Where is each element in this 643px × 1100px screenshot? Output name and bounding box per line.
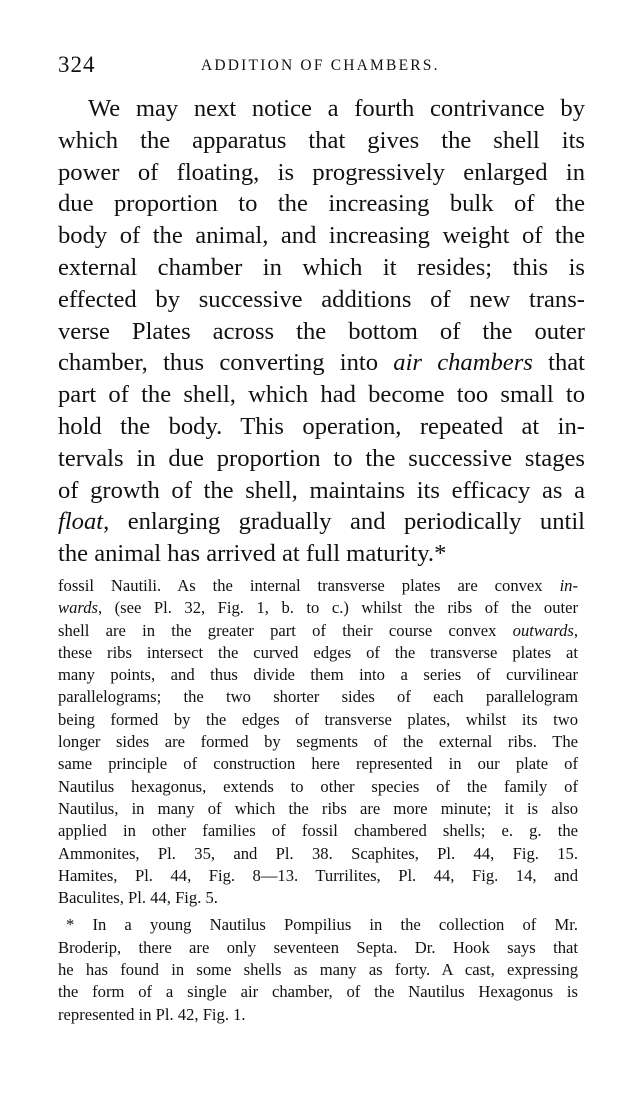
footnote-line: he has found in some shells as many as forty. A cast, expressing: [58, 960, 578, 980]
text-line: body of the animal, and increasing weight of the: [58, 222, 585, 250]
text-line: part of the shell, which had become too small to: [58, 381, 585, 409]
italic-phrase: wards: [58, 598, 98, 618]
text-line: of growth of the shell, maintains its efficacy as a: [58, 476, 585, 504]
text-line: verse Plates across the bottom of the outer: [58, 317, 585, 345]
footnote-line: being formed by the edges of transverse plates, whilst its two: [58, 709, 578, 729]
footnote-line: Hamites, Pl. 44, Fig. 8—13. Turrilites, Pl. 44, Fig. 14, and: [58, 865, 578, 885]
footnote-line: fossil Nautili. As the internal transverse plates are convex in-: [58, 576, 578, 595]
footnote-line: represented in Pl. 42, Fig. 1.: [58, 1004, 246, 1024]
footnote-line: parallelograms; the two shorter sides of each parallelogram: [58, 687, 578, 707]
text-line: power of floating, is progressively enlarged in: [58, 158, 585, 186]
text-line: the animal has arrived at full maturity.*: [58, 540, 447, 568]
footnotes: [58, 575, 578, 1026]
italic-phrase: outwards: [512, 620, 574, 640]
italic-phrase: in-: [559, 576, 578, 595]
text-line: due proportion to the increasing bulk of the: [58, 190, 585, 218]
footnote-line: these ribs intersect the curved edges of the transverse plates at: [58, 642, 578, 662]
footnote-line: Nautilus, in many of which the ribs are more minute; it is also: [58, 798, 578, 818]
text-line: chamber, thus converting into air chambers that: [58, 349, 585, 377]
page-number: 324: [58, 52, 96, 77]
footnote-line: same principle of construction here represented in our plate of: [58, 754, 578, 774]
italic-phrase: air chambers: [393, 349, 533, 377]
footnote-line: * In a young Nautilus Pompilius in the collection of Mr.: [66, 915, 578, 935]
footnote-line: many points, and thus divide them into a series of curvilinear: [58, 665, 578, 685]
footnote-line: applied in other families of fossil chambered shells; e. g. the: [58, 821, 578, 841]
text-line: which the apparatus that gives the shell its: [58, 126, 585, 154]
footnote-continued: [58, 575, 578, 909]
page-header: [58, 52, 585, 82]
italic-phrase: float: [58, 508, 104, 536]
footnote-line: Broderip, there are only seventeen Septa. Dr. Hook says that: [58, 937, 578, 957]
footnote-line: the form of a single air chamber, of the Nautilus Hexagonus is: [58, 982, 578, 1002]
text-line: hold the body. This operation, repeated at in-: [58, 412, 585, 440]
text-line: effected by successive additions of new trans-: [58, 285, 585, 313]
footnote-line: Nautilus hexagonus, extends to other species of the family of: [58, 776, 578, 796]
footnote-line: longer sides are formed by segments of the external ribs. The: [58, 732, 578, 752]
footnote-line: Ammonites, Pl. 35, and Pl. 38. Scaphites, Pl. 44, Fig. 15.: [58, 843, 578, 863]
text-line: tervals in due proportion to the successive stages: [58, 444, 585, 472]
footnote-line: shell are in the greater part of their course convex outwards,: [58, 620, 578, 640]
text-line: float, enlarging gradually and periodically until: [58, 508, 585, 536]
text-line: external chamber in which it resides; this is: [58, 253, 585, 281]
footnote-star: [58, 914, 578, 1025]
footnote-line: wards, (see Pl. 32, Fig. 1, b. to c.) whilst the ribs of the outer: [58, 598, 578, 618]
footnote-line: Baculites, Pl. 44, Fig. 5.: [58, 888, 218, 908]
running-head: ADDITION OF CHAMBERS.: [201, 57, 440, 74]
text-line: We may next notice a fourth contrivance by: [88, 95, 585, 122]
main-paragraph: [58, 93, 585, 570]
